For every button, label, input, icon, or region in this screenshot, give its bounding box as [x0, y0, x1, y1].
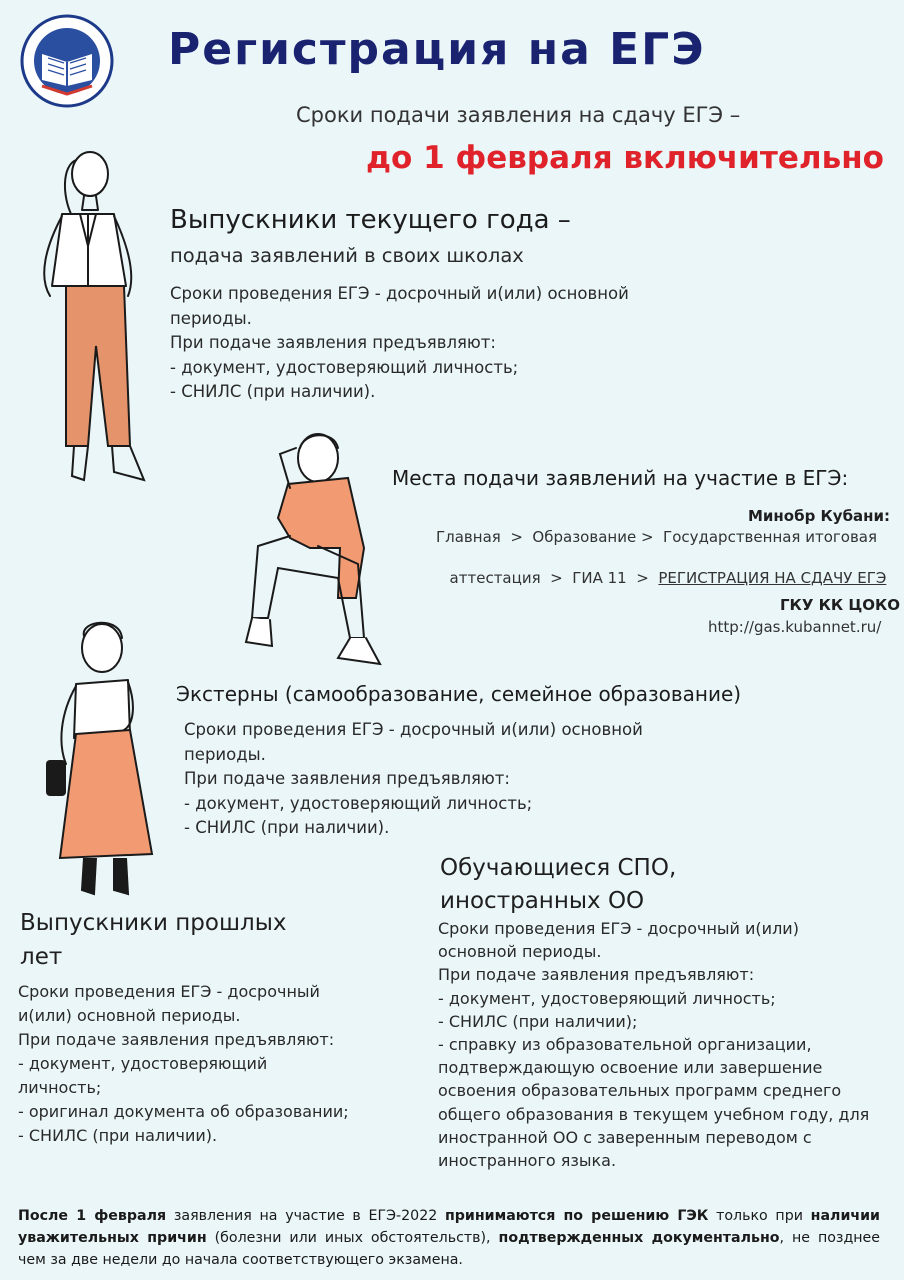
- text-line: При подаче заявления предъявляют:: [438, 965, 755, 985]
- text-line: иностранного языка.: [438, 1151, 617, 1171]
- text-line: Сроки проведения ЕГЭ - досрочный и(или): [438, 919, 799, 938]
- spo-heading-line: иностранных ОО: [440, 888, 645, 914]
- text-line: Сроки проведения ЕГЭ - досрочный и(или) основной: [184, 720, 643, 739]
- text-line: - СНИЛС (при наличии).: [170, 382, 376, 401]
- places-heading: Места подачи заявлений на участие в ЕГЭ:: [392, 466, 849, 490]
- deadline-label: Сроки подачи заявления на сдачу ЕГЭ –: [296, 103, 741, 127]
- coko-url-link[interactable]: http://gas.kubannet.ru/: [708, 618, 882, 636]
- breadcrumb-line-2: [440, 551, 886, 587]
- current-grads-heading: Выпускники текущего года –: [170, 205, 571, 235]
- text-line: и(или) основной периоды.: [18, 1006, 241, 1025]
- footer-bold: принимаются по решению ГЭК: [444, 1208, 709, 1224]
- current-grads-details: [170, 282, 730, 405]
- coko-label: ГКУ КК ЦОКО: [780, 596, 901, 614]
- text-line: подтверждающую освоение или завершение: [438, 1058, 823, 1078]
- footer-bold: наличии уважительных причин: [18, 1208, 881, 1246]
- text-line: - документ, удостоверяющий личность;: [184, 793, 533, 813]
- sitting-man-illustration: [238, 428, 408, 678]
- footer-bold: После 1 февраля: [18, 1208, 167, 1224]
- standing-woman-illustration: [32, 146, 162, 496]
- externs-heading: Экстерны (самообразование, семейное образование): [176, 682, 742, 706]
- text-line: - документ, удостоверяющий личность;: [170, 357, 519, 377]
- footer-text: (болезни или иных обстоятельств),: [206, 1230, 499, 1246]
- registration-link[interactable]: РЕГИСТРАЦИЯ НА СДАЧУ ЕГЭ: [658, 569, 887, 587]
- page-title: Регистрация на ЕГЭ: [168, 24, 706, 75]
- text-line: - документ, удостоверяющий личность;: [438, 988, 776, 1008]
- text-line: освоения образовательных программ среднего: [438, 1081, 842, 1101]
- text-line: При подаче заявления предъявляют:: [18, 1030, 335, 1049]
- text-line: иностранной ОО с заверенным переводом с: [438, 1127, 812, 1147]
- footer-text: заявления на участие в ЕГЭ-2022: [166, 1208, 445, 1224]
- text-line: - справку из образовательной организации,: [438, 1035, 812, 1055]
- text-line: Сроки проведения ЕГЭ - досрочный: [18, 982, 320, 1001]
- footer-text: только при: [708, 1208, 811, 1224]
- spo-heading: [440, 852, 676, 918]
- spo-details: [438, 917, 898, 1172]
- text-line: общего образования в текущем учебном году, для: [438, 1104, 870, 1124]
- externs-details: [184, 718, 744, 841]
- past-grads-heading-line: лет: [20, 944, 63, 970]
- footer-note: [18, 1205, 880, 1271]
- spo-heading-line: Обучающиеся СПО,: [440, 855, 677, 881]
- text-line: При подаче заявления предъявляют:: [184, 769, 510, 788]
- past-grads-heading: [20, 906, 287, 974]
- breadcrumb-prefix: аттестация > ГИА 11 >: [449, 569, 659, 587]
- woman-with-bag-illustration: [40, 614, 160, 904]
- deadline-value: до 1 февраля включительно: [366, 140, 884, 176]
- minobr-label: Минобр Кубани:: [748, 507, 891, 525]
- text-line: периоды.: [184, 744, 266, 764]
- text-line: - оригинал документа об образовании;: [18, 1102, 349, 1121]
- text-line: - документ, удостоверяющий: [18, 1054, 268, 1073]
- text-line: периоды.: [170, 308, 252, 328]
- past-grads-heading-line: Выпускники прошлых: [20, 910, 287, 936]
- text-line: - СНИЛС (при наличии).: [184, 818, 390, 837]
- breadcrumb-line-1: Главная > Образование > Государственная итоговая: [436, 528, 878, 546]
- text-line: - СНИЛС (при наличии);: [438, 1011, 638, 1031]
- text-line: При подаче заявления предъявляют:: [170, 333, 496, 352]
- footer-text: , не позднее чем за две недели до начала соответствующего экзамена.: [18, 1230, 881, 1268]
- ministry-logo-icon: [20, 14, 114, 108]
- current-grads-subheading: подача заявлений в своих школах: [170, 244, 524, 267]
- past-grads-details: [18, 980, 418, 1148]
- text-line: основной периоды.: [438, 942, 602, 962]
- text-line: - СНИЛС (при наличии).: [18, 1126, 218, 1145]
- text-line: Сроки проведения ЕГЭ - досрочный и(или) основной: [170, 284, 629, 303]
- footer-bold: подтвержденных документально: [498, 1230, 780, 1246]
- text-line: личность;: [18, 1078, 102, 1097]
